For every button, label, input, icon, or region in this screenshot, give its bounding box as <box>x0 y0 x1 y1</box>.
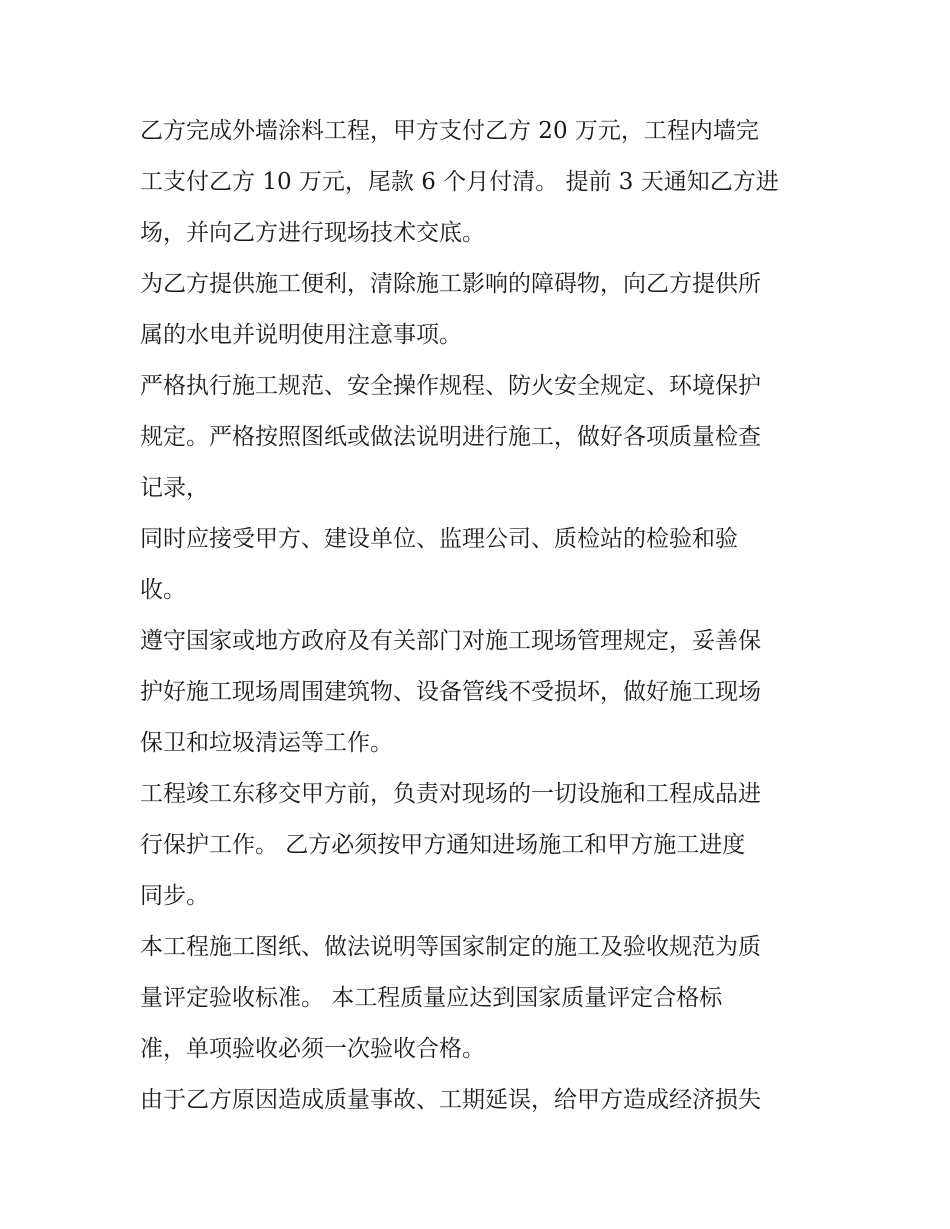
text-line: 规定。严格按照图纸或做法说明进行施工，做好各项质量检查 <box>140 424 761 450</box>
text-line: 保卫和垃圾清运等工作。 <box>140 730 393 756</box>
text-line: 为乙方提供施工便利，清除施工影响的障碍物，向乙方提供所 <box>140 271 761 297</box>
text-line: 由于乙方原因造成质量事故、工期延误，给甲方造成经济损失 <box>140 1087 761 1113</box>
paragraph-inspection <box>140 514 820 616</box>
text-line: 场，并向乙方进行现场技术交底。 <box>140 220 485 246</box>
paragraph-liability <box>140 1075 820 1126</box>
paragraph-construction-standards <box>140 361 820 514</box>
text-line: 属的水电并说明使用注意事项。 <box>140 322 462 348</box>
text-line: 工程竣工东移交甲方前，负责对现场的一切设施和工程成品进 <box>140 781 761 807</box>
text-line: 同步。 <box>140 883 209 909</box>
text-line: 本工程施工图纸、做法说明等国家制定的施工及验收规范为质 <box>140 934 761 960</box>
text-line: 同时应接受甲方、建设单位、监理公司、质检站的检验和验 <box>140 526 738 552</box>
paragraph-quality-standard <box>140 922 820 1075</box>
text-line: 工支付乙方 10 万元，尾款 6 个月付清。 提前 3 天通知乙方进 <box>140 169 779 195</box>
text-line: 严格执行施工规范、安全操作规程、防火安全规定、环境保护 <box>140 373 761 399</box>
text-line: 护好施工现场周围建筑物、设备管线不受损坏，做好施工现场 <box>140 679 761 705</box>
text-line: 记录， <box>140 475 209 501</box>
paragraph-site-support <box>140 259 820 361</box>
text-line: 乙方完成外墙涂料工程，甲方支付乙方 20 万元，工程内墙完 <box>140 118 759 144</box>
paragraph-site-management <box>140 616 820 769</box>
paragraph-payment-terms <box>140 106 820 259</box>
text-line: 准，单项验收必须一次验收合格。 <box>140 1036 485 1062</box>
text-line: 收。 <box>140 577 186 603</box>
paragraph-handover <box>140 769 820 922</box>
document-body <box>140 106 820 1126</box>
text-line: 量评定验收标准。 本工程质量应达到国家质量评定合格标 <box>140 985 723 1011</box>
text-line: 遵守国家或地方政府及有关部门对施工现场管理规定，妥善保 <box>140 628 761 654</box>
text-line: 行保护工作。 乙方必须按甲方通知进场施工和甲方施工进度 <box>140 832 746 858</box>
